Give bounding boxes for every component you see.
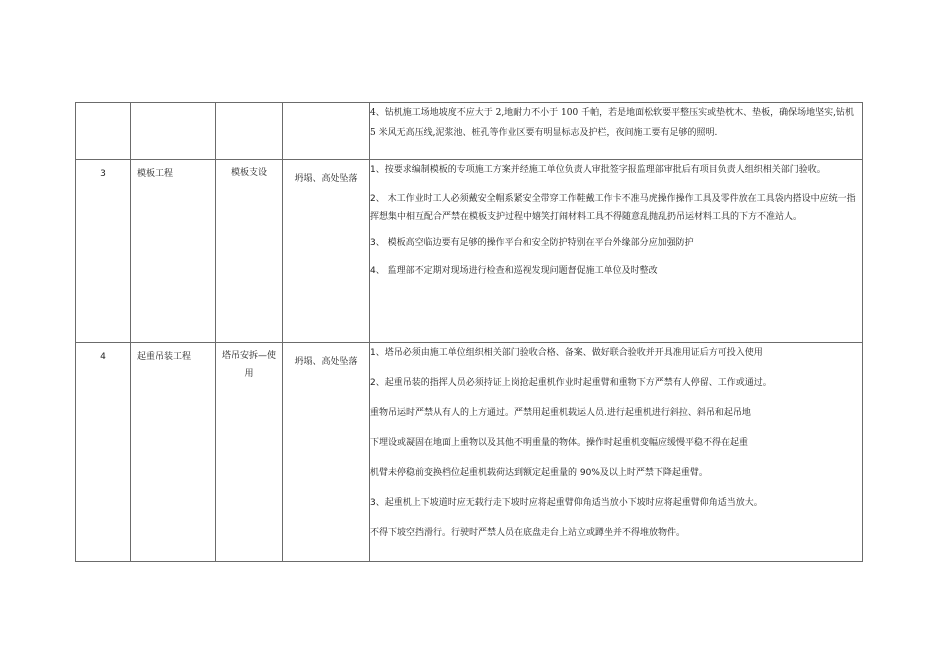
- project-cell: 起重吊装工程: [131, 343, 216, 562]
- measure-item: 2、起重吊装的指挥人员必须持证上岗抢起重机作业时起重臂和重物下方严禁有人停留、工作或通过。: [370, 378, 772, 388]
- measure-item: 3、 模板高空临边要有足够的操作平台和安全防护特别在平台外缘部分应加强防护: [370, 238, 694, 248]
- measures-cell: [370, 160, 863, 343]
- measure-item: 1、按要求编制模板的专项施工方案并经施工单位负责人审批签字报监理部审批后有项目负责人组织相关部门验收。: [370, 165, 826, 175]
- project-cell: 模板工程: [131, 160, 216, 343]
- measure-item: 不得下坡空挡滑行。行驶时严禁人员在底盘走台上站立或蹲坐并不得堆放物件。: [370, 528, 686, 538]
- measure-item: 2、 木工作业时工人必须戴安全帽系紧安全带穿工作鞋戴工作卡不准马虎操作操作工具及零件放在工具袋内搭设中应统一指挥想集中相互配合严禁在模板支护过程中嬉笑打闹材料工具不得随意乱抛乱扔吊运材料工具的下方不准站人。: [370, 194, 856, 222]
- measure-item: 重物吊运时严禁从有人的上方通过。严禁用起重机载运人员.进行起重机进行斜拉、斜吊和起吊地: [370, 408, 751, 418]
- table-row: [76, 343, 863, 562]
- measures-cell: [370, 103, 863, 160]
- hazard-cell: 坍塌、高处坠落: [283, 160, 370, 343]
- table-row: [76, 160, 863, 343]
- row-number-cell: 3: [76, 160, 131, 343]
- process-cell: 塔吊安拆—使用: [216, 343, 283, 562]
- measure-item: 4、钻机施工场地坡度不应大于 2,地耐力不小于 100 千帕，若是地面松软要平整压实或垫枕木、垫板，确保场地坚实,钻机 5 米风无高压线,泥浆池、桩孔等作业区要有明显标志及护栏，夜间施工要有足够的照明.: [370, 108, 854, 138]
- measure-item: 3、起重机上下坡道时应无载行走下坡时应将起重臂仰角适当放小下坡时应将起重臂仰角适当放大。: [370, 498, 763, 508]
- project-cell: [131, 103, 216, 160]
- table-row: [76, 103, 863, 160]
- process-cell: [216, 103, 283, 160]
- measure-item: 1、塔吊必须由施工单位组织相关部门验收合格、备案、做好联合验收并开具准用证后方可投入使用: [370, 348, 763, 358]
- measures-cell: [370, 343, 863, 562]
- safety-measures-table: [75, 102, 863, 562]
- hazard-cell: 坍塌、高处坠落: [283, 343, 370, 562]
- row-number-cell: [76, 103, 131, 160]
- measure-item: 4、 监理部不定期对现场进行检查和巡视发现问题督促施工单位及时整改: [370, 266, 658, 276]
- measure-item: 机臂未停稳前变换档位起重机载荷达到额定起重量的 90%及以上时严禁下降起重臂。: [370, 468, 708, 478]
- hazard-cell: [283, 103, 370, 160]
- measure-item: 下埋设或凝固在地面上重物以及其他不明重量的物体。操作时起重机变幅应缓慢平稳不得在起重: [370, 438, 749, 448]
- process-cell: 模板支设: [216, 160, 283, 343]
- row-number-cell: 4: [76, 343, 131, 562]
